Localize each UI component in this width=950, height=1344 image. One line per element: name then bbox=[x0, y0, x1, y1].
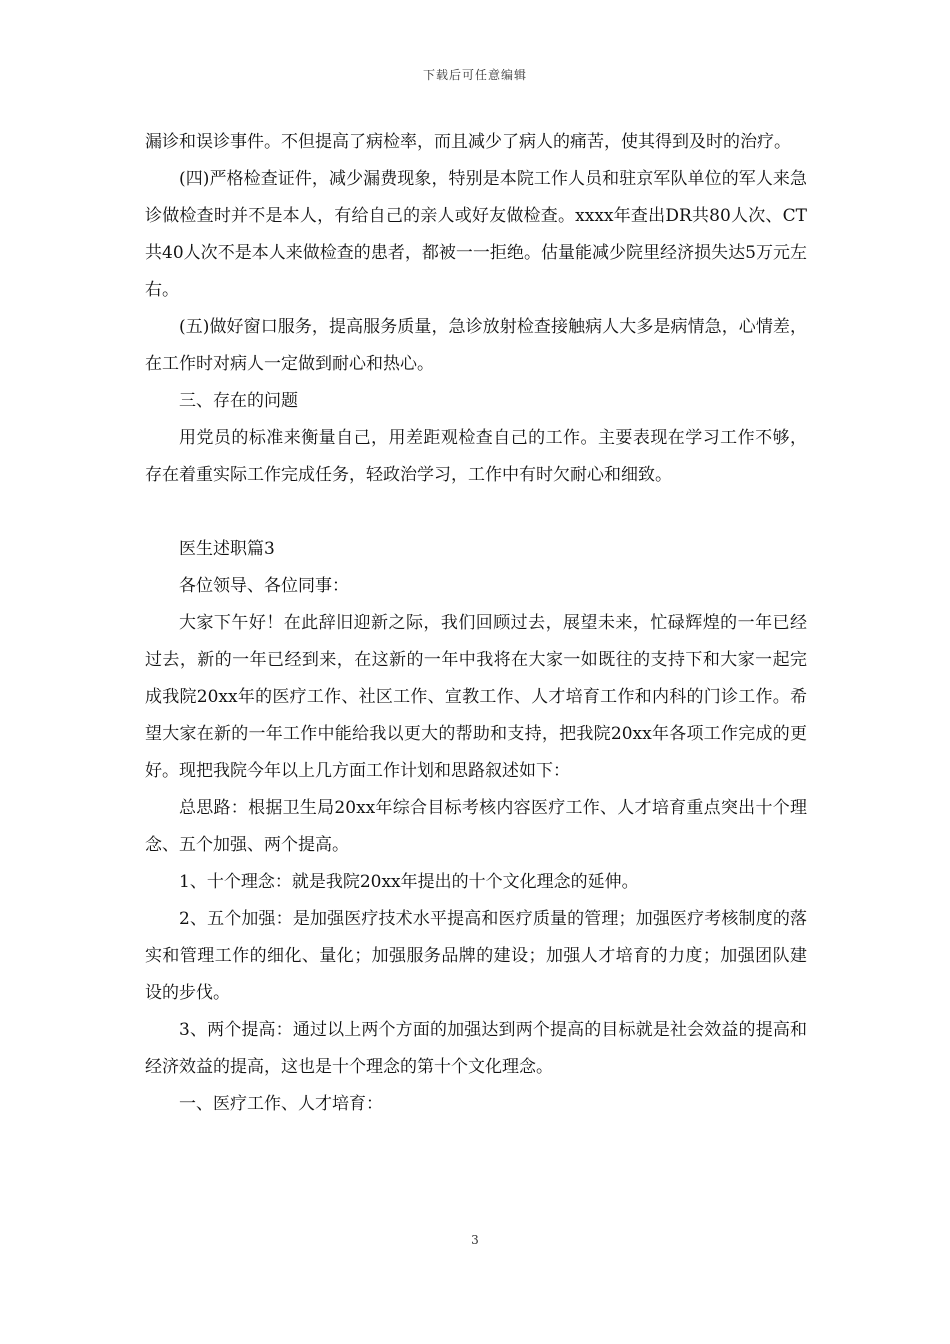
paragraph-greeting: 大家下午好！在此辞旧迎新之际，我们回顾过去，展望未来，忙碌辉煌的一年已经过去，新的一年已经到来，在这新的一年中我将在大家一如既往的支持下和大家一起完成我院20xx年的医疗工作、社区工作、宣教工作、人才培育工作和内科的门诊工作。希望大家在新的一年工作中能给我以更大的帮助和支持，把我院20xx年各项工作完成的更好。现把我院今年以上几方面工作计划和思路叙述如下： bbox=[145, 613, 807, 781]
section-heading-medical-work: 一、医疗工作、人才培育： bbox=[179, 1094, 383, 1114]
list-item-two-improvements: 3、两个提高：通过以上两个方面的加强达到两个提高的目标就是社会效益的提高和经济效益的提高，这也是十个理念的第十个文化理念。 bbox=[145, 1020, 807, 1077]
paragraph-problems: 用党员的标准来衡量自己，用差距观检查自己的工作。主要表现在学习工作不够，存在着重实际工作完成任务，轻政治学习，工作中有时欠耐心和细致。 bbox=[145, 428, 807, 485]
document-body bbox=[145, 124, 807, 1123]
paragraph-item-5: (五)做好窗口服务，提高服务质量，急诊放射检查接触病人大多是病情急，心情差，在工作时对病人一定做到耐心和热心。 bbox=[145, 317, 807, 374]
salutation: 各位领导、各位同事： bbox=[179, 576, 349, 596]
page-header: 下载后可任意编辑 bbox=[422, 68, 527, 82]
paragraph-item-4: (四)严格检查证件，减少漏费现象，特别是本院工作人员和驻京军队单位的军人来急诊做检查时并不是本人，有给自己的亲人或好友做检查。xxxx年查出DR共80人次、CT共40人次不是本人来做检查的患者，都被一一拒绝。估量能减少院里经济损失达5万元左右。 bbox=[145, 169, 807, 300]
page-number: 3 bbox=[471, 1233, 479, 1247]
list-item-five-strengthenings: 2、五个加强：是加强医疗技术水平提高和医疗质量的管理；加强医疗考核制度的落实和管理工作的细化、量化；加强服务品牌的建设；加强人才培育的力度；加强团队建设的步伐。 bbox=[145, 909, 807, 1003]
paragraph-continuation: 漏诊和误诊事件。不但提高了病检率，而且减少了病人的痛苦，使其得到及时的治疗。 bbox=[145, 132, 791, 152]
list-item-ten-concepts: 1、十个理念：就是我院20xx年提出的十个文化理念的延伸。 bbox=[179, 872, 639, 892]
paragraph-overall-idea: 总思路：根据卫生局20xx年综合目标考核内容医疗工作、人才培育重点突出十个理念、五个加强、两个提高。 bbox=[145, 798, 807, 855]
article-title: 医生述职篇3 bbox=[179, 539, 275, 559]
section-heading-problems: 三、存在的问题 bbox=[179, 391, 298, 411]
